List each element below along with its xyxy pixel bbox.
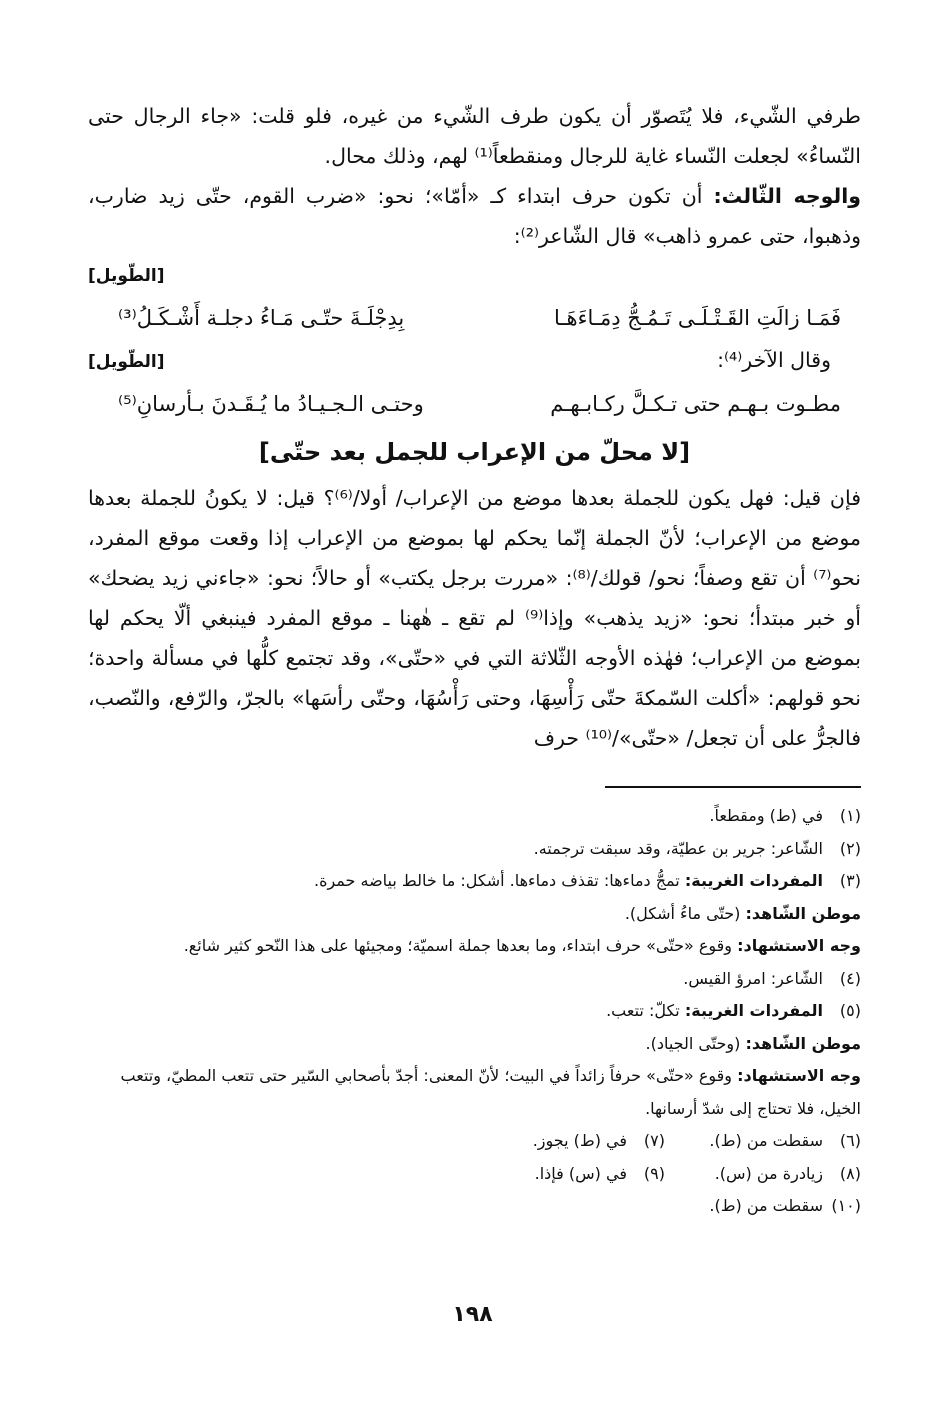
paragraph-3: فإن قيل: فهل يكون للجملة بعدها موضع من الإعراب/ أولا/⁽⁶⁾؟ قيل: لا يكونُ للجملة بعدها موضع من الإعراب؛ لأنّ الجملة إنّما يحكم لها بموضع من الإعراب إذا وقعت موقع المفرد، نحو⁽⁷⁾ أن تقع وصفاً؛ نحو/ قولك/⁽⁸⁾: «مررت برجل يكتب» أو حالاً؛ نحو: «جاءني زيد يضحك» أو خبر مبتدأ؛ نحو: «زيد يذهب» وإذا⁽⁹⁾ لم تقع ـ هٰهنا ـ موقع المفرد فينبغي ألّا يحكم لها بموضع من الإعراب؛ فهٰذه الأوجه الثّلاثة التي في «حتّى»، وقد تجتمع كلُّها في مسألة واحدة؛ نحو قولهم: «أكلت السّمكةَ حتّى رَأْسِهَا، وحتى رَأْسُهَا، وحتّى رأسَها» بالجرّ، والرّفع، والنّصب، فالجرُّ على أن تجعل/ «حتّى»/⁽¹⁰⁾ حرف [88, 486, 861, 750]
footnote-text: في (ط) ومقطعاً. [709, 806, 823, 825]
footnote [665, 1125, 861, 1158]
paragraph-2-text: أن تكون حرف ابتداء كـ «أمّا»؛ نحو: «ضرب القوم، حتّى زيد ضارب، وذهبوا، حتى عمرو ذاهب» قال الشّاعر⁽²⁾: [88, 184, 861, 248]
footnote-row [88, 1158, 861, 1191]
footnote-divider [605, 786, 861, 788]
verse-hemistich-left: وحتـى الـجـيـادُ ما يُـقَـدنَ بـأرسانِ⁽⁵⁾ [118, 392, 424, 416]
footnote-text: (حتّى ماءُ أشكل). [624, 903, 741, 923]
footnote-label: موطن الشّاهد: [745, 1033, 861, 1053]
footnote-text: في (س) فإذا. [534, 1163, 627, 1183]
footnote-text: الشّاعر: جرير بن عطيّة، وقد سبقت ترجمته. [533, 838, 823, 858]
footnote-label: وجه الاستشهاد: [737, 1066, 861, 1085]
footnote-label: وجه الاستشهاد: [737, 936, 861, 955]
footnote-text: تمجُّ دماءها: تقذف دماءها. أشكل: ما خالط بياضه حمرة. [313, 871, 680, 890]
main-text [88, 96, 861, 1215]
footnote-text: وقوع «حتّى» حرفاً زائداً في البيت؛ لأنّ المعنى: أجدّ بأصحابي السّير حتى تتعب المطيّ، وتتعب الخيل، فلا تحتاج إلى شدّ أرسانها. [120, 1066, 861, 1118]
footnote-number: (٨) [839, 1163, 861, 1183]
footnote-text: زيادرة من (س). [714, 1163, 823, 1183]
verse-1 [88, 296, 861, 340]
footnote-number: (٦) [839, 1131, 861, 1150]
footnote-number: (٣) [839, 871, 861, 890]
footnote-text: سقطت من (ط). [709, 1131, 823, 1150]
footnote-row [88, 1125, 861, 1158]
footnote-number: (٧) [643, 1131, 665, 1150]
meter-line-1 [88, 256, 861, 296]
footnote-label: المفردات الغريبة: [684, 1001, 823, 1020]
footnote-number: (٩) [643, 1163, 665, 1183]
footnote [88, 833, 861, 866]
footnote [469, 1125, 665, 1158]
footnote [469, 1158, 665, 1191]
footnote-label: المفردات الغريبة: [684, 871, 823, 890]
footnote-text: وقوع «حتّى» حرف ابتداء، وما بعدها جملة اسميّة؛ ومجيئها على هذا النّحو كثير شائع. [183, 936, 733, 955]
footnote-text: الشّاعر: امرؤ القيس. [683, 968, 823, 988]
verse-hemistich-right: فَمَـا زالَتِ القَـتْـلَـى تَـمُـجُّ دِمَـاءَهَـا [553, 306, 841, 330]
footnote [88, 800, 861, 833]
meter-label: [الطّويل] [88, 352, 165, 372]
section-label: والوجه الثّالث: [713, 184, 861, 208]
footnote-text: تكلّ: تتعب. [606, 1001, 680, 1020]
footnote-continuation [88, 1028, 861, 1061]
footnote-number: (٢) [839, 838, 861, 858]
verse-hemistich-left: بِدِجْلَـةَ حتّـى مَـاءُ دجلـة أَشْـكَـلُ⁽³⁾ [118, 306, 405, 330]
page-number: ١٩٨ [452, 1302, 493, 1327]
footnote [88, 1190, 861, 1223]
footnote-text: سقطت من (ط). [709, 1196, 823, 1215]
intro-line-2 [88, 340, 861, 382]
paragraph-1: طرفي الشّيء، فلا يُتَصوّر أن يكون طرف الشّيء من غيره، فلو قلت: «جاء الرجال حتى النّساءُ» لجعلت النّساء غاية للرجال ومنقطعاً⁽¹⁾ لهم، وذلك محال. [88, 104, 861, 168]
footnote-continuation [88, 898, 861, 931]
footnotes [88, 800, 861, 1223]
footnote-continuation [88, 930, 861, 963]
footnote [88, 865, 861, 898]
footnote [88, 995, 861, 1028]
footnote-number: (٥) [839, 1001, 861, 1020]
footnote [665, 1158, 861, 1191]
footnote-text: في (ط) يجوز. [532, 1131, 627, 1150]
footnote-number: (١٠) [831, 1196, 861, 1215]
footnote-text: (وحتّى الجياد). [645, 1033, 741, 1053]
meter-label: [الطّويل] [88, 266, 165, 286]
verse-intro: وقال الآخر⁽⁴⁾: [717, 348, 831, 372]
section-heading: [لا محلّ من الإعراب للجمل بعد حتّى] [258, 438, 691, 466]
footnote [88, 963, 861, 996]
paragraph-2 [88, 176, 861, 256]
footnote-continuation [88, 1060, 861, 1125]
footnote-label: موطن الشّاهد: [745, 903, 861, 923]
footnote-number: (٤) [839, 968, 861, 988]
verse-2 [88, 382, 861, 426]
footnote-number: (١) [839, 806, 861, 825]
verse-hemistich-right: مطـوت بـهـم حتى تـكـلَّ ركـابـهـم [550, 392, 841, 416]
